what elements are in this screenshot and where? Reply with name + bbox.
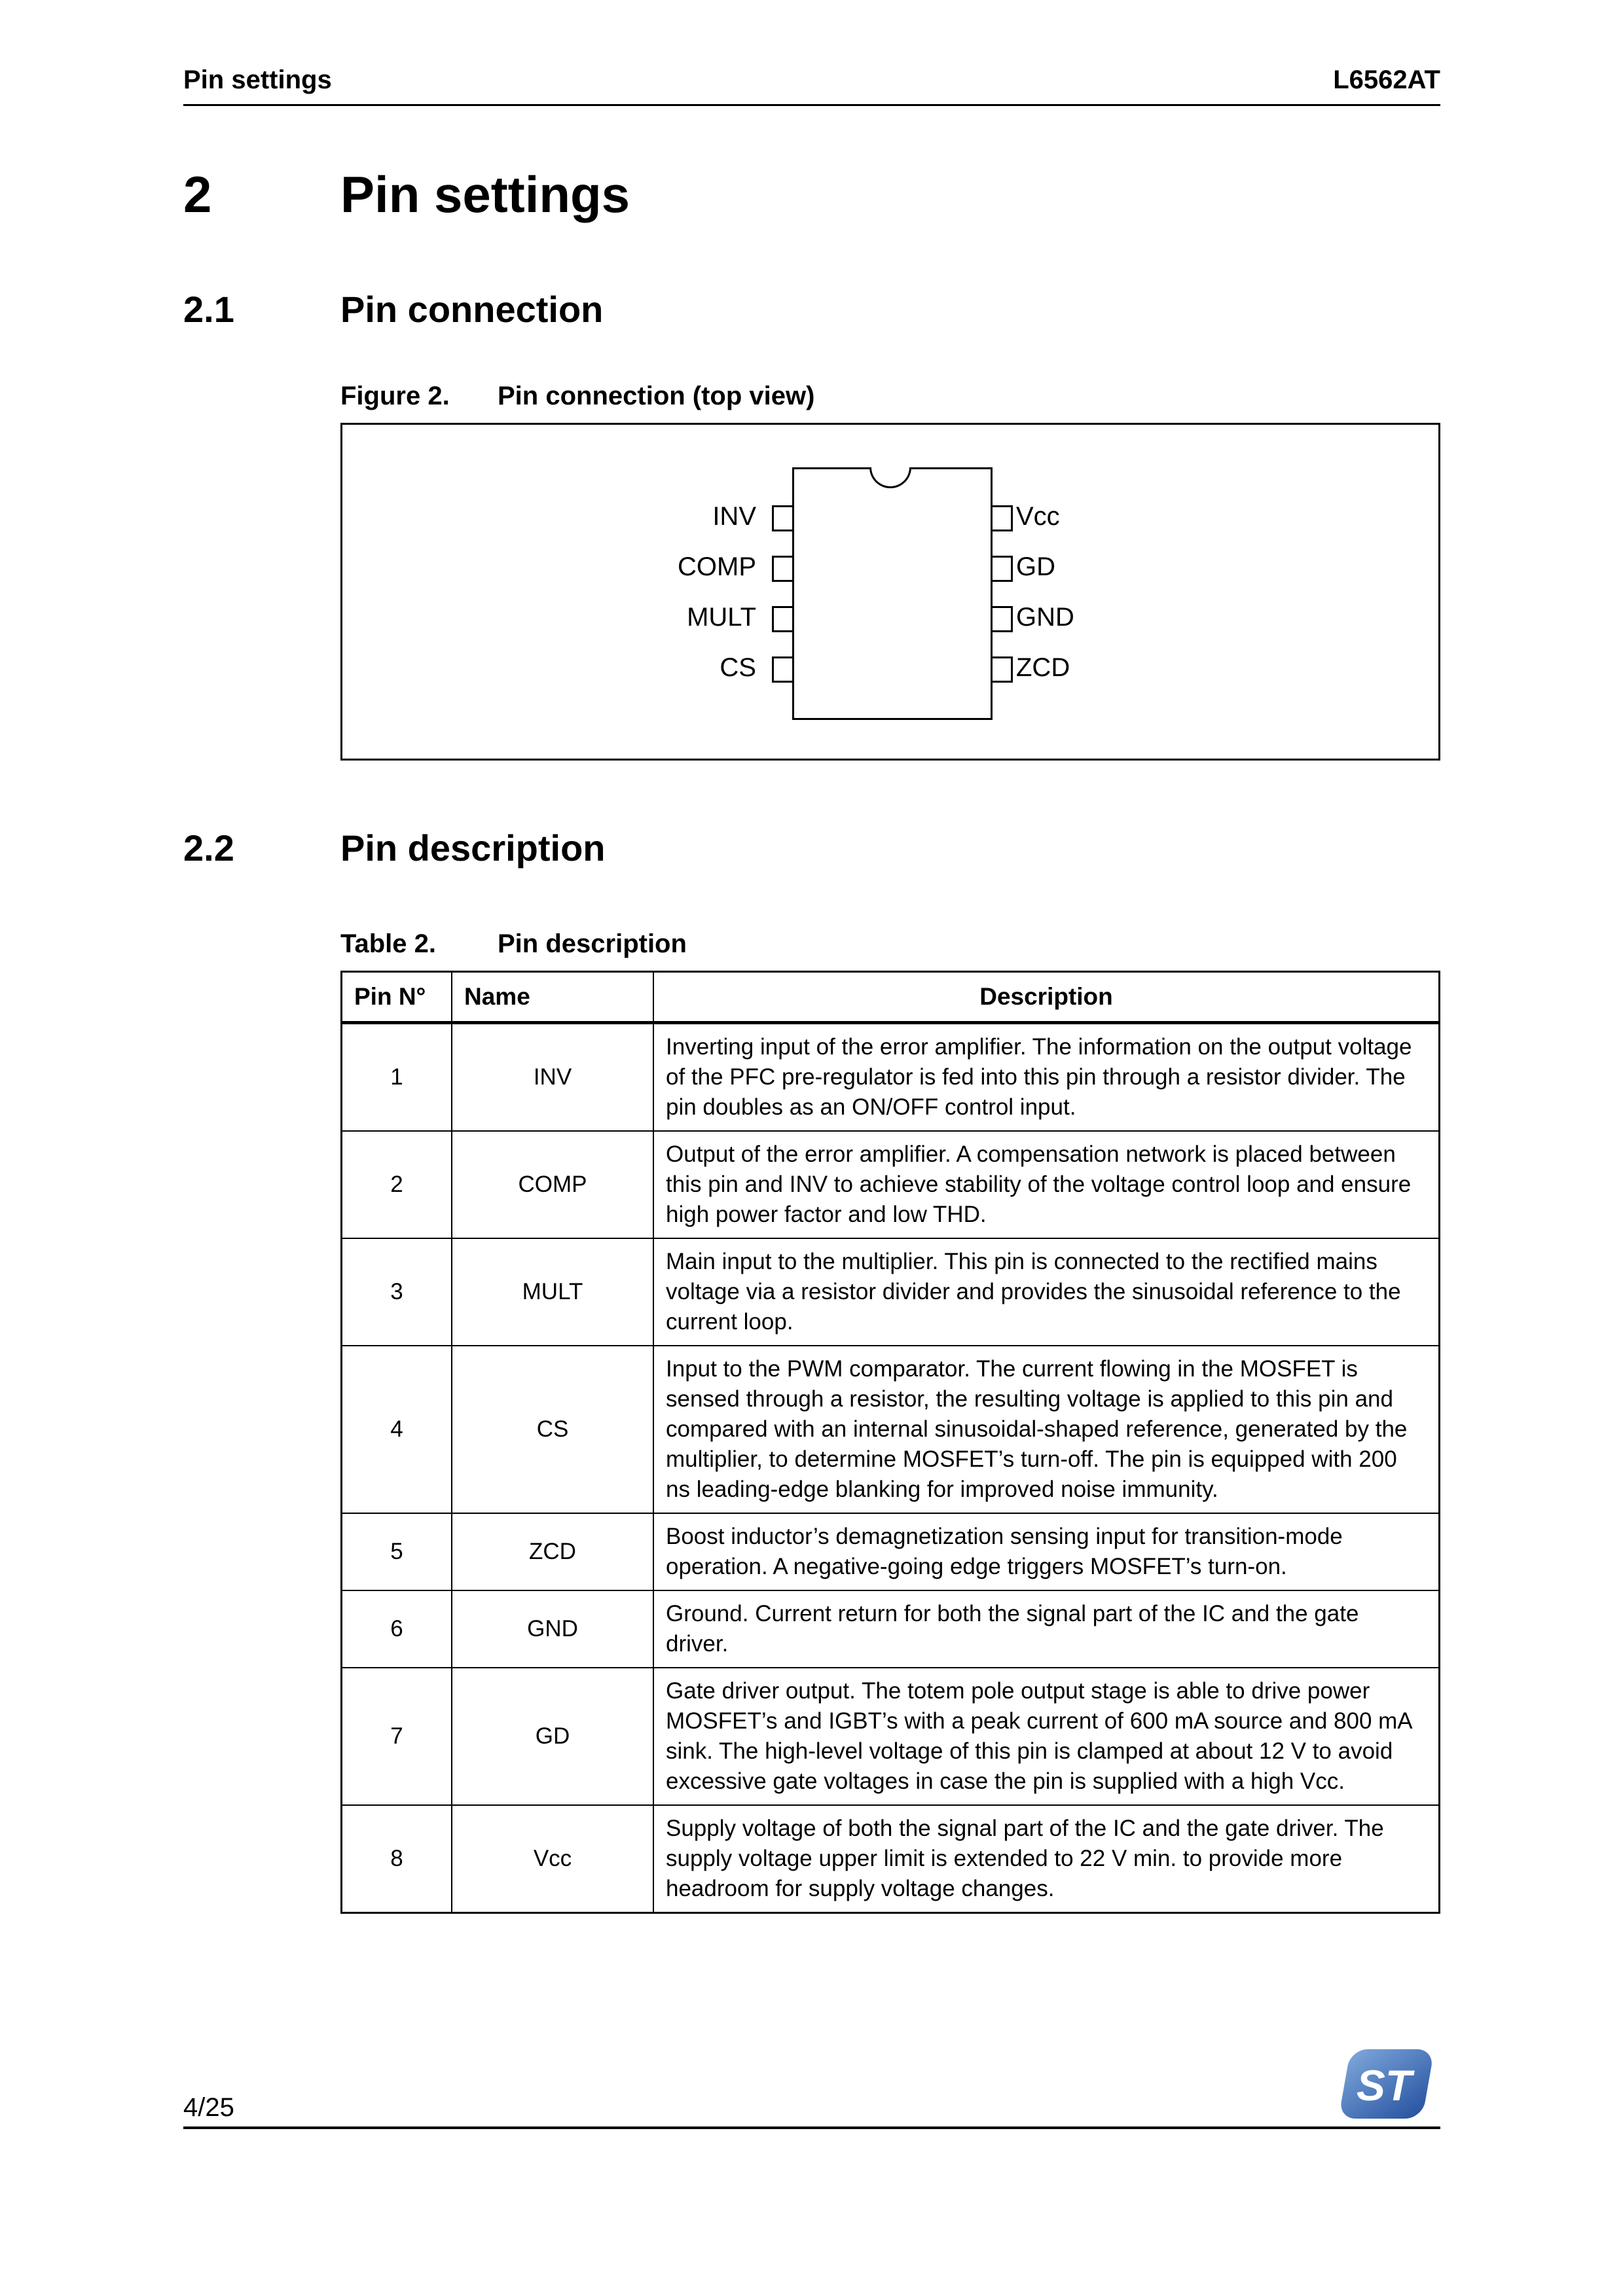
pin-name-cell: GD (452, 1668, 653, 1805)
table-title: Pin description (498, 929, 687, 959)
page-footer (183, 2045, 1440, 2129)
pin-square-comp (772, 556, 794, 582)
section-heading-2-2 (183, 829, 1440, 868)
section-title: Pin description (340, 827, 606, 869)
pin-name-cell: MULT (452, 1238, 653, 1346)
pin-description-cell: Main input to the multiplier. This pin is connected to the rectified mains voltage via a resistor divider and provides the sinusoidal reference to the current loop. (653, 1238, 1440, 1346)
chip-body (792, 467, 993, 720)
section-number: 2.1 (183, 288, 234, 330)
pin-number-cell: 3 (342, 1238, 452, 1346)
pin-description-cell: Boost inductor’s demagnetization sensing input for transition-mode operation. A negative-going edge triggers MOSFET’s turn-on. (653, 1513, 1440, 1590)
chip-diagram (563, 454, 1218, 729)
section-title: Pin settings (340, 166, 630, 223)
pin-description-cell: Output of the error amplifier. A compensation network is placed between this pin and INV to achieve stability of the voltage control loop and ensure high power factor and low THD. (653, 1131, 1440, 1238)
pin-square-mult (772, 606, 794, 632)
pin-label-gnd: GND (1016, 602, 1074, 632)
pin-name-cell: Vcc (452, 1805, 653, 1913)
pin-square-zcd (991, 656, 1013, 683)
figure-caption (340, 382, 1440, 411)
pin-number-cell: 1 (342, 1023, 452, 1132)
column-header-name: Name (452, 972, 653, 1023)
header-section-title: Pin settings (183, 65, 332, 94)
table-row (342, 1668, 1440, 1805)
pin-name-cell: COMP (452, 1131, 653, 1238)
column-header-pin-number: Pin N° (342, 972, 452, 1023)
pin-square-gd (991, 556, 1013, 582)
table-caption (340, 929, 1440, 959)
section-heading-2 (183, 168, 1440, 222)
pin-description-table-wrap (340, 971, 1440, 1914)
pin-description-table (340, 971, 1440, 1914)
page-number: 4/25 (183, 2093, 234, 2122)
pin-number-cell: 5 (342, 1513, 452, 1590)
pin-name-cell: INV (452, 1023, 653, 1132)
pin-square-cs (772, 656, 794, 683)
table-row (342, 1131, 1440, 1238)
figure-label: Figure 2. (340, 381, 450, 410)
pin-label-inv: INV (712, 501, 756, 531)
pin-square-gnd (991, 606, 1013, 632)
pin-number-cell: 6 (342, 1590, 452, 1668)
pin-description-cell: Supply voltage of both the signal part of the IC and the gate driver. The supply voltage upper limit is extended to 22 V min. to provide more headroom for supply voltage changes. (653, 1805, 1440, 1913)
pin-square-inv (772, 505, 794, 531)
pin-description-cell: Inverting input of the error amplifier. The information on the output voltage of the PFC pre-regulator is fed into this pin through a resistor divider. The pin doubles as an ON/OFF control input. (653, 1023, 1440, 1132)
table-row (342, 1590, 1440, 1668)
pin-connection-figure (340, 423, 1440, 761)
pin-number-cell: 4 (342, 1346, 452, 1513)
pin-name-cell: GND (452, 1590, 653, 1668)
table-row (342, 1346, 1440, 1513)
pin-description-cell: Ground. Current return for both the signal part of the IC and the gate driver. (653, 1590, 1440, 1668)
pin-description-cell: Input to the PWM comparator. The current flowing in the MOSFET is sensed through a resistor, the resulting voltage is applied to this pin and compared with an internal sinusoidal-shaped reference, generated by the multiplier, to determine MOSFET’s turn-off. The pin is equipped with 200 ns leading-edge blanking for improved noise immunity. (653, 1346, 1440, 1513)
table-row (342, 1023, 1440, 1132)
pin-number-cell: 8 (342, 1805, 452, 1913)
pin-number-cell: 2 (342, 1131, 452, 1238)
pin-label-vcc: Vcc (1016, 501, 1060, 531)
running-header (183, 65, 1440, 106)
table-row (342, 1238, 1440, 1346)
pin-label-mult: MULT (687, 602, 756, 632)
st-logo-text: ST (1356, 2061, 1412, 2109)
figure-title: Pin connection (top view) (498, 381, 815, 410)
pin-name-cell: ZCD (452, 1513, 653, 1590)
table-row (342, 1513, 1440, 1590)
section-number: 2.2 (183, 827, 234, 869)
column-header-description: Description (653, 972, 1440, 1023)
header-part-number: L6562AT (1333, 65, 1440, 94)
st-logo-icon (1329, 2045, 1440, 2123)
pin-number-cell: 7 (342, 1668, 452, 1805)
pin-label-comp: COMP (678, 552, 756, 581)
section-number: 2 (183, 166, 212, 223)
table-label: Table 2. (340, 929, 436, 959)
table-header-row (342, 972, 1440, 1023)
pin-label-gd: GD (1016, 552, 1055, 581)
table-row (342, 1805, 1440, 1913)
pin-label-cs: CS (720, 653, 756, 682)
section-heading-2-1 (183, 288, 1440, 330)
pin-name-cell: CS (452, 1346, 653, 1513)
pin-label-zcd: ZCD (1016, 653, 1070, 682)
pin-square-vcc (991, 505, 1013, 531)
pin-description-cell: Gate driver output. The totem pole output stage is able to drive power MOSFET’s and IGBT’s with a peak current of 600 mA source and 800 mA sink. The high-level voltage of this pin is clamped at about 12 V to avoid excessive gate voltages in case the pin is supplied with a high Vcc. (653, 1668, 1440, 1805)
section-title: Pin connection (340, 288, 604, 330)
